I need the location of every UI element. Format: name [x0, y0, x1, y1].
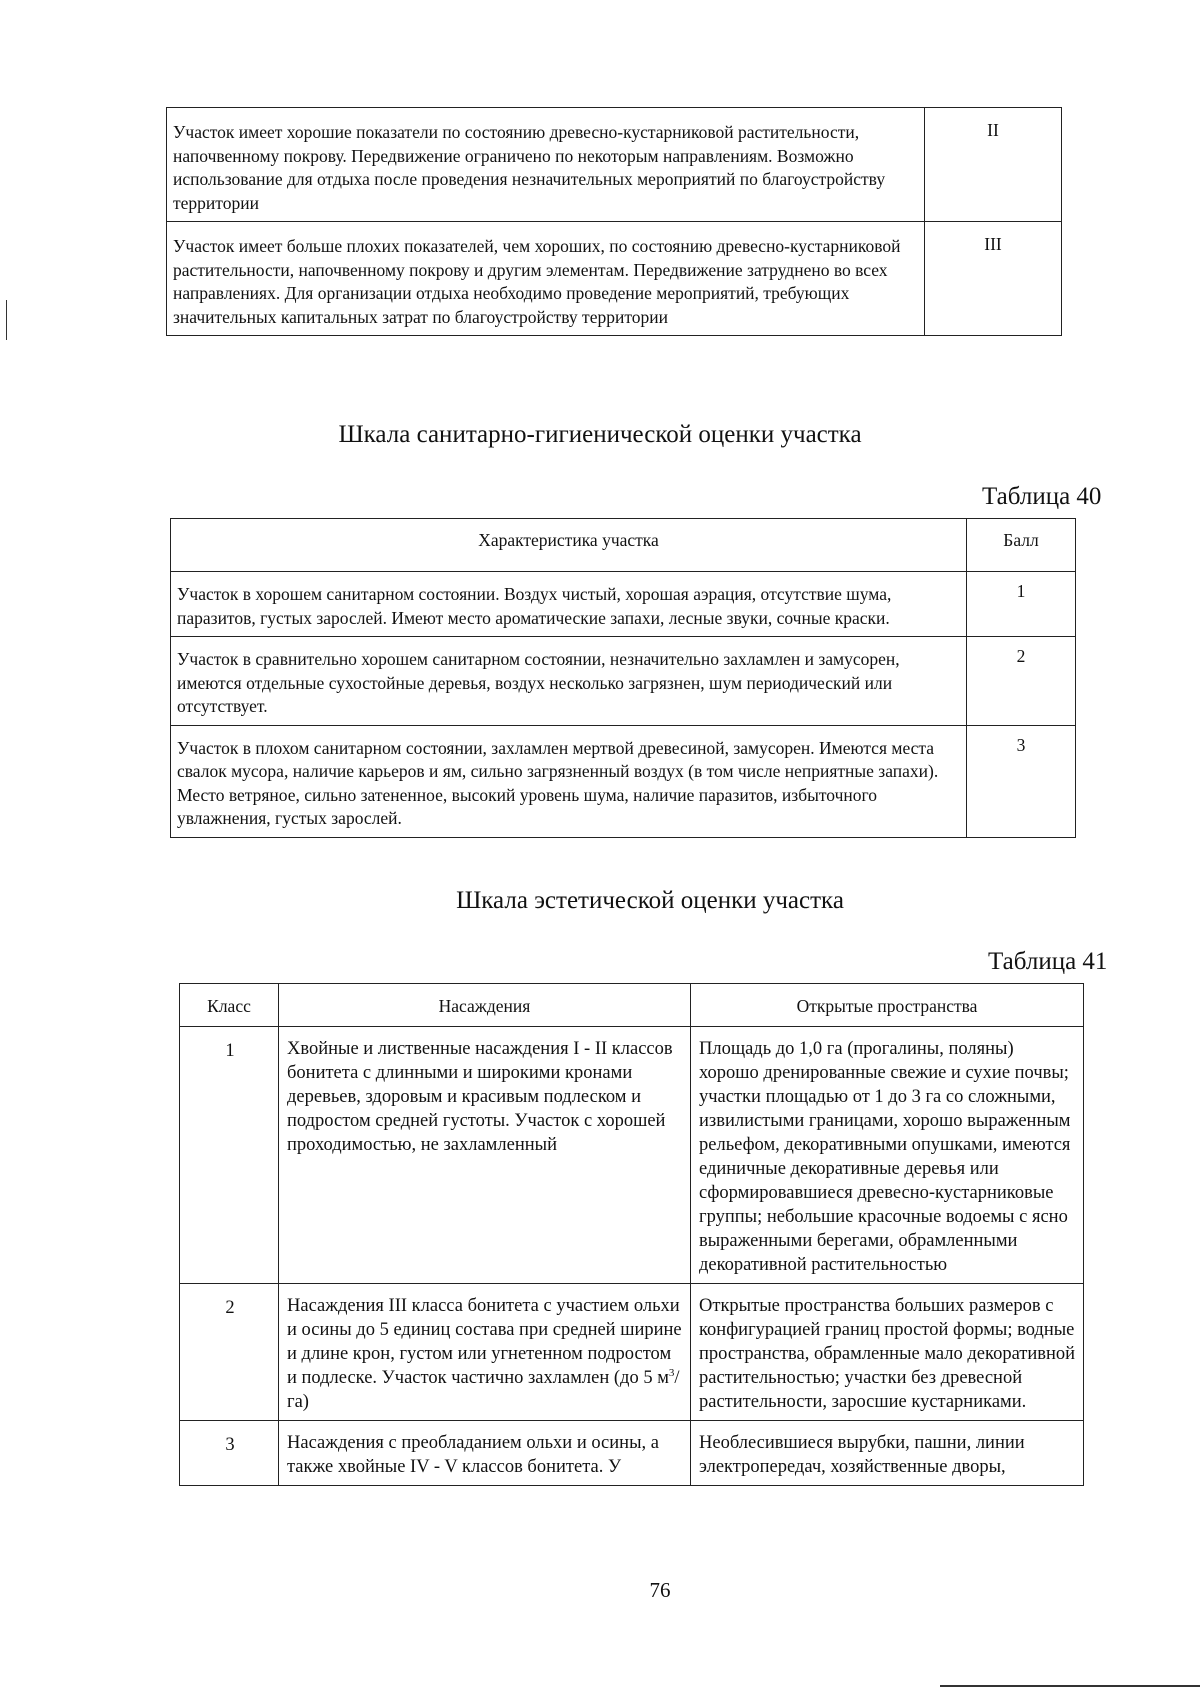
row-plantings: Хвойные и лиственные насаждения I - II классов бонитета с длинными и широкими кронами деревьев, здоровым и красивым подлеском и подростом средней густоты. Участок с хорошей проходимостью, не захламленный	[279, 1027, 691, 1284]
table-40-label: Таблица 40	[982, 483, 1102, 510]
row-description: Участок в плохом санитарном состоянии, захламлен мертвой древесиной, замусорен. Имеются места свалок мусора, наличие карьеров и ям, сильно загрязненный воздух (в том числе неприятные запахи). Место ветряное, сильно затененное, высокий уровень шума, наличие паразитов, избыточного увлажнения, густых зарослей.	[171, 725, 967, 837]
scan-edge-line-left	[6, 300, 7, 340]
row-class: III	[925, 222, 1062, 336]
table-row	[171, 725, 1076, 837]
superscript-cubic: 3	[668, 1366, 675, 1379]
header-plantings: Насаждения	[279, 984, 691, 1027]
row-plantings: Насаждения с преобладанием ольхи и осины, а также хвойные IV - V классов бонитета. У	[279, 1421, 691, 1486]
continuation-table	[166, 107, 1062, 336]
table-row	[180, 1284, 1084, 1421]
row-description: Участок в сравнительно хорошем санитарном состоянии, незначительно захламлен и замусорен, имеются отдельные сухостойные деревья, воздух несколько загрязнен, шум периодический или отсутствует.	[171, 637, 967, 726]
row-score: 2	[967, 637, 1076, 726]
table-row	[171, 637, 1076, 726]
aesthetic-section-title: Шкала эстетической оценки участка	[456, 887, 844, 914]
row-description: Участок имеет больше плохих показателей, чем хороших, по состоянию древесно-кустарниковой растительности, напочвенному покрову и другим элементам. Передвижение затруднено во всех направлениях. Для организации отдыха необходимо проведение мероприятий, требующих значительных капитальных затрат по благоустройству территории	[167, 222, 925, 336]
table-row	[171, 572, 1076, 637]
scan-edge-line-bottom	[940, 1685, 1200, 1687]
plantings-tail-text: Участок частично захламлен (до 5 м	[381, 1368, 669, 1388]
sanitary-table	[170, 518, 1076, 838]
header-score: Балл	[967, 519, 1076, 572]
header-characteristic: Характеристика участка	[171, 519, 967, 572]
row-class: 3	[180, 1421, 279, 1486]
row-class: 1	[180, 1027, 279, 1284]
plantings-tail-unit: /га)	[287, 1368, 680, 1412]
row-description: Участок имеет хорошие показатели по состоянию древесно-кустарниковой растительности, напочвенному покрову. Передвижение ограничено по некоторым направлениям. Возможно использование для отдыха после проведения незначительных мероприятий по благоустройству территории	[167, 108, 925, 222]
row-class: 2	[180, 1284, 279, 1421]
header-open-spaces: Открытые пространства	[691, 984, 1084, 1027]
page-number: 76	[649, 1578, 671, 1602]
plantings-main-text: Насаждения III класса бонитета с участием ольхи и осины до 5 единиц состава при средней ширине и длине крон, густом или угнетенном подростом и подлеске.	[287, 1296, 682, 1388]
row-description: Участок в хорошем санитарном состоянии. Воздух чистый, хорошая аэрация, отсутствие шума, паразитов, густых зарослей. Имеют место ароматические запахи, лесные звуки, сочные краски.	[171, 572, 967, 637]
table-header-row	[171, 519, 1076, 572]
row-class: II	[925, 108, 1062, 222]
row-score: 3	[967, 725, 1076, 837]
table-row	[167, 108, 1062, 222]
row-open-spaces: Необлесившиеся вырубки, пашни, линии электропередач, хозяйственные дворы,	[691, 1421, 1084, 1486]
row-open-spaces: Открытые пространства больших размеров с конфигурацией границ простой формы; водные пространства, обрамленные мало декоративной растительностью; участки без древесной растительности, заросшие кустарниками.	[691, 1284, 1084, 1421]
table-41-label: Таблица 41	[988, 948, 1108, 975]
aesthetic-table	[179, 983, 1084, 1486]
row-plantings	[279, 1284, 691, 1421]
sanitary-section-title: Шкала санитарно-гигиенической оценки участка	[338, 421, 862, 448]
table-row	[180, 1027, 1084, 1284]
table-row	[167, 222, 1062, 336]
row-score: 1	[967, 572, 1076, 637]
row-open-spaces: Площадь до 1,0 га (прогалины, поляны) хорошо дренированные свежие и сухие почвы; участки площадью от 1 до 3 га со сложными, извилистыми границами, хорошо выраженным рельефом, декоративными опушками, имеются единичные декоративные деревья или сформировавшиеся древесно-кустарниковые группы; небольшие красочные водоемы с ясно выраженными берегами, обрамленными декоративной растительностью	[691, 1027, 1084, 1284]
table-header-row	[180, 984, 1084, 1027]
table-row	[180, 1421, 1084, 1486]
header-class: Класс	[180, 984, 279, 1027]
